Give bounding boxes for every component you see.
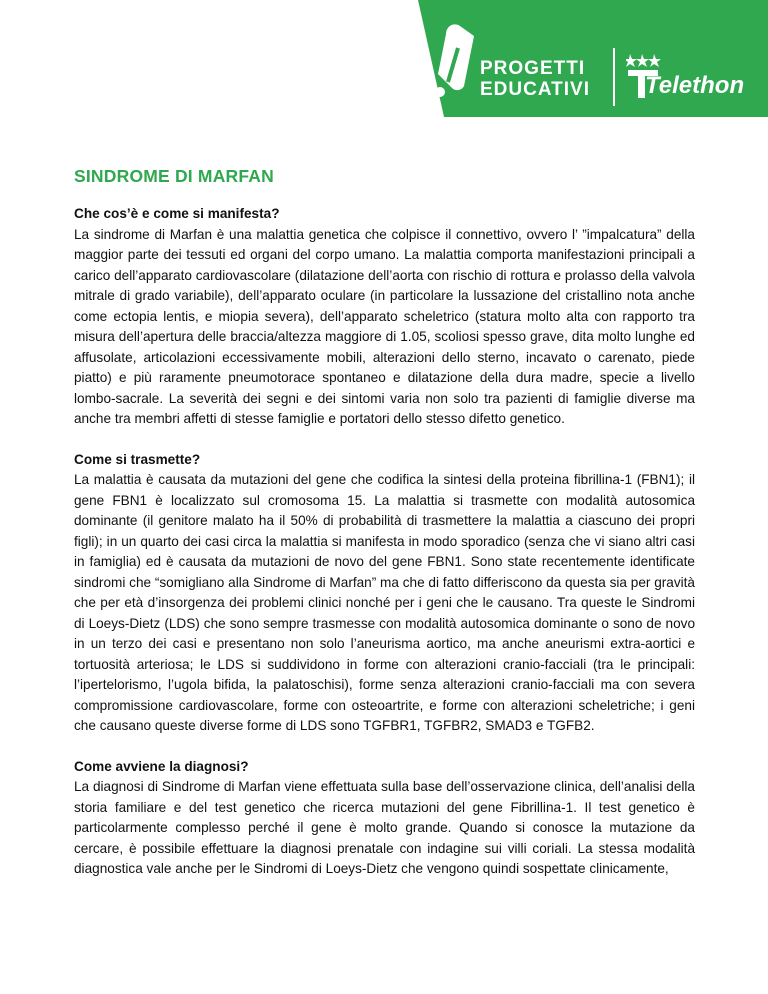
section-heading: Che cos’è e come si manifesta?: [74, 206, 280, 221]
brand-line-2: EDUCATIVI: [480, 79, 590, 100]
partner-logo-text: Telethon: [645, 72, 745, 99]
section: [74, 204, 695, 430]
section: [74, 450, 695, 737]
document-title: SINDROME DI MARFAN: [74, 166, 274, 186]
section-heading: Come avviene la diagnosi?: [74, 758, 249, 774]
section-heading: Come si trasmette?: [74, 451, 201, 467]
document-body: [74, 166, 695, 900]
section: [74, 757, 695, 880]
brand-line-1: PROGETTI: [480, 58, 586, 79]
section-body: La malattia è causata da mutazioni del gene che codifica la sintesi della proteina fibrillina-1 (FBN1); il gene FBN1 è localizzato sul cromosoma 15. La malattia si trasmette con modalità autosomica dominante (il genitore malato ha il 50% di probabilità di trasmettere la malattia a ciascuno dei propri figli); in un quarto dei casi circa la malattia si manifesta in modo sporadico (senza che vi siano altri casi in famiglia) ed è causata da mutazioni de novo del gene FBN1. Sono state recentemente identificate sindromi che “somigliano alla Sindrome di Marfan” ma che di fatto differiscono da questa sia per gravità che per età d’insorgenza dei problemi clinici nonché per i geni che le causano. Tra queste le Sindromi di Loeys-Dietz (LDS) che sono sempre trasmesse con modalità autosomica dominante o sono de novo in un terzo dei casi e presentano non solo l’aneurisma aortico, ma anche aneurismi extra-aortici e tortuosità arteriosa; le LDS si suddividono in forme con alterazioni cranio-facciali (tra le principali: l’ipertelorismo, l’ugola bifida, la palatoschisi), forme senza alterazioni cranio-facciali ma con severa compromissione cardiovascolare, forme con osteoartrite, e forme con alterazioni scheletriche; i geni che causano queste diverse forme di LDS sono TGFBR1, TGFBR2, SMAD3 e TGFB2.: [74, 472, 695, 733]
section-body: La sindrome di Marfan è una malattia genetica che colpisce il connettivo, ovvero l’ ”impalcatura” della maggior parte dei tessuti ed organi del corpo umano. La malattia comporta manifestazioni principali a carico dell’apparato cardiovascolare (dilatazione dell’aorta con rischio di rottura e prolasso della valvola mitrale di grado variabile), dell’apparato oculare (in particolare la lussazione del cristallino nota anche come ectopia lentis, e miopia severa), dell’apparato scheletrico (statura molto alta con rapporto tra misura dell’apertura delle braccia/altezza maggiore di 1.05, scoliosi spesso grave, dita molto lunghe ed affusolate, articolazioni eccessivamente mobili, alterazioni dello sterno, incavato o carenato, piede piatto) e più raramente pneumotorace spontaneo e dilatazione della dura madre, specie a livello lombo-sacrale. La severità dei segni e dei sintomi varia non solo tra pazienti di famiglie diverse ma anche tra membri affetti di stesse famiglie e portatori dello stesso difetto genetico.: [74, 226, 695, 426]
section-body: La diagnosi di Sindrome di Marfan viene effettuata sulla base dell’osservazione clinica, dell’analisi della storia familiare e del test genetico che ricerca mutazioni del gene Fibrillina-1. Il test genetico è particolarmente complesso perché il gene è molto grande. Quando si conosce la mutazione da cercare, è possibile effettuare la diagnosi prenatale con indagine sui villi coriali. La stessa modalità diagnostica vale anche per le Sindromi di Loeys-Dietz che vengono quindi sospettate clinicamente,: [74, 779, 695, 876]
